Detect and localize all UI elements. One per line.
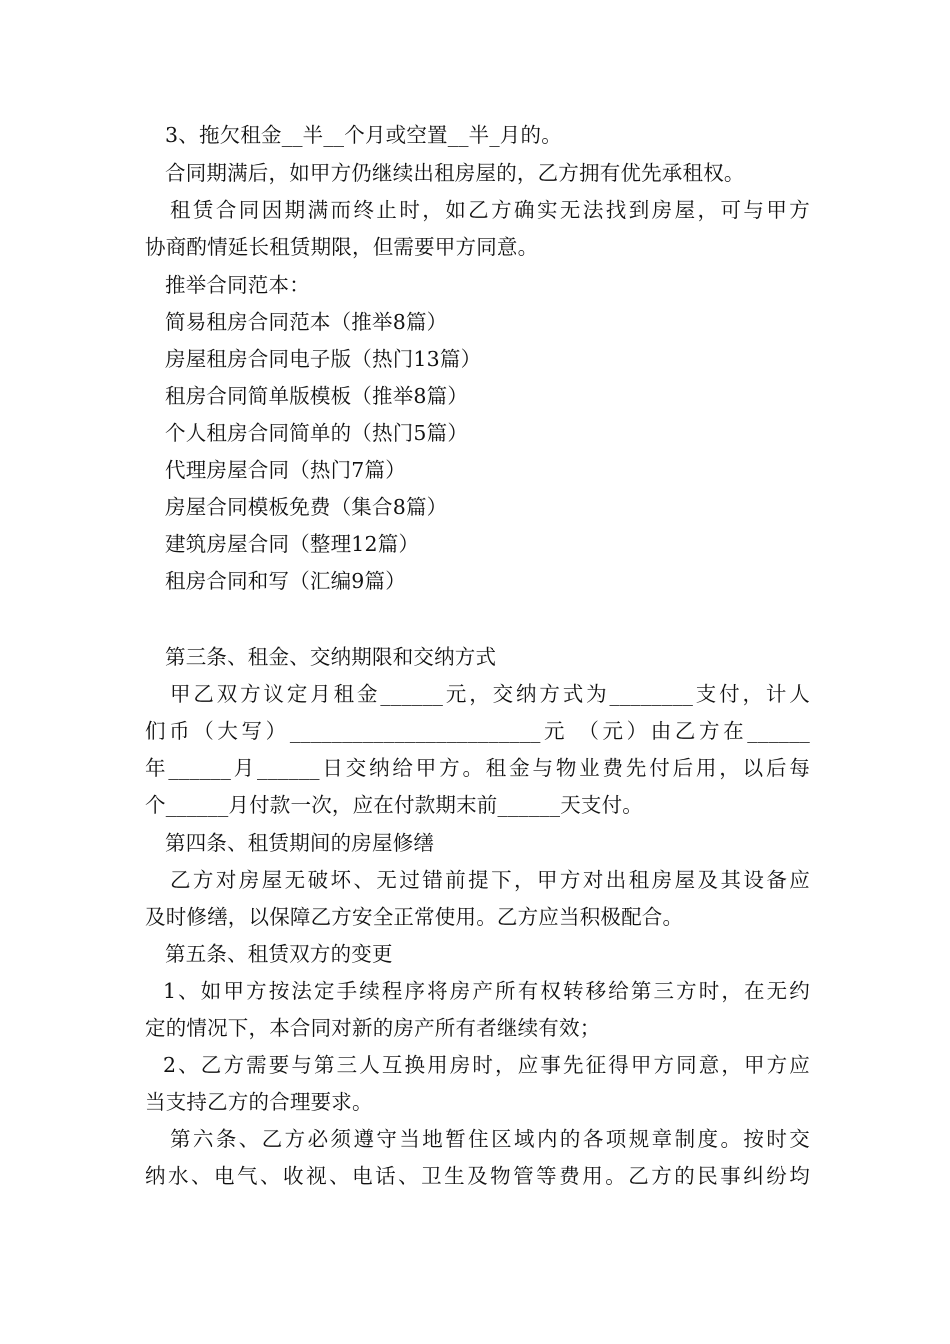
article-4-text-line-2: 及时修缮，以保障乙方安全正常使用。乙方应当积极配合。 [145, 905, 684, 929]
recommended-templates-heading: 推举合同范本： [165, 273, 310, 297]
article-5-item-1-line-2: 定的情况下，本合同对新的房产所有者继续有效； [145, 1016, 601, 1040]
template-link-2[interactable]: 房屋租房合同电子版（热门13篇） [165, 347, 482, 371]
article-4-heading: 第四条、租赁期间的房屋修缮 [165, 831, 435, 855]
article-3-text-line-3: 年______月______日交纳给甲方。租金与物业费先付后用，以后每 [145, 756, 810, 780]
article-5-item-2-line-1: 2、乙方需要与第三人互换用房时，应事先征得甲方同意，甲方应 [163, 1053, 810, 1077]
clause-item-3: 3、拖欠租金__半__个月或空置__半_月的。 [165, 123, 562, 147]
template-link-8[interactable]: 租房合同和写（汇编9篇） [165, 569, 406, 593]
template-link-7[interactable]: 建筑房屋合同（整理12篇） [165, 532, 420, 556]
article-3-text-line-4: 个______月付款一次，应在付款期末前______天支付。 [145, 793, 643, 817]
article-5-heading: 第五条、租赁双方的变更 [165, 942, 393, 966]
paragraph-extension-line-2: 协商酌情延长租赁期限，但需要甲方同意。 [145, 235, 539, 259]
article-4-text-line-1: 乙方对房屋无破坏、无过错前提下，甲方对出租房屋及其设备应 [170, 868, 810, 892]
template-link-3[interactable]: 租房合同简单版模板（推举8篇） [165, 384, 469, 408]
template-link-1[interactable]: 简易租房合同范本（推举8篇） [165, 310, 448, 334]
article-5-item-2-line-2: 当支持乙方的合理要求。 [145, 1090, 373, 1114]
paragraph-renewal-priority: 合同期满后，如甲方仍继续出租房屋的，乙方拥有优先承租权。 [165, 161, 745, 185]
paragraph-extension-line-1: 租赁合同因期满而终止时，如乙方确实无法找到房屋，可与甲方 [170, 198, 810, 222]
article-5-item-1-line-1: 1、如甲方按法定手续程序将房产所有权转移给第三方时，在无约 [163, 979, 810, 1003]
article-3-heading: 第三条、租金、交纳期限和交纳方式 [165, 645, 497, 669]
template-link-4[interactable]: 个人租房合同简单的（热门5篇） [165, 421, 469, 445]
article-6-text-line-1: 第六条、乙方必须遵守当地暂住区域内的各项规章制度。按时交 [170, 1127, 810, 1151]
article-6-text-line-2: 纳水、电气、收视、电话、卫生及物管等费用。乙方的民事纠纷均 [145, 1164, 810, 1188]
template-link-5[interactable]: 代理房屋合同（热门7篇） [165, 458, 406, 482]
article-3-text-line-2: 们币（大写）________________________元 （元）由乙方在______ [145, 719, 810, 743]
template-link-6[interactable]: 房屋合同模板免费（集合8篇） [165, 495, 448, 519]
article-3-text-line-1: 甲乙双方议定月租金______元，交纳方式为________支付，计人 [170, 682, 810, 706]
